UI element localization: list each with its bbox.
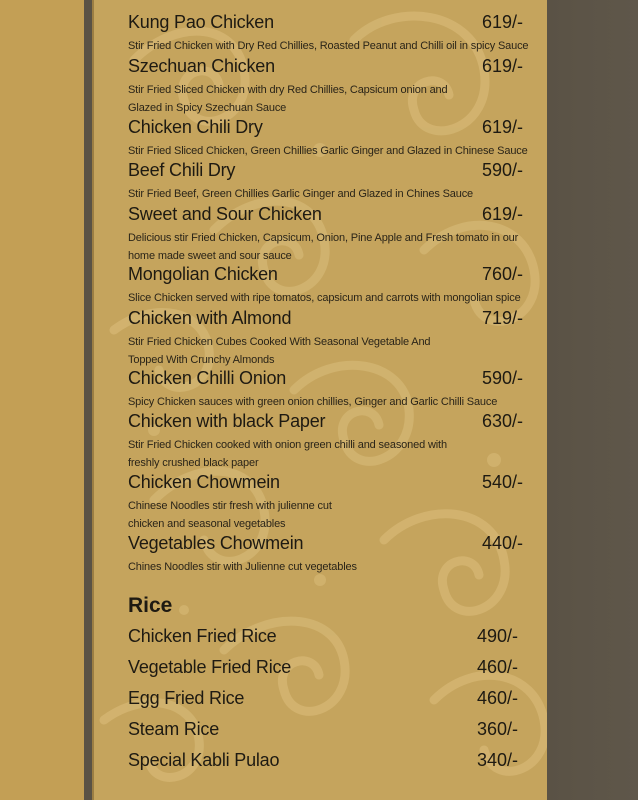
rice-item-name: Chicken Fried Rice	[128, 626, 277, 646]
dish-description: Stir Fried Sliced Chicken with dry Red Chillies, Capsicum onion and Glazed in Spicy Szechuan Sauce	[128, 84, 448, 114]
dish-description: Chines Noodles stir with Julienne cut vegetables	[128, 561, 357, 573]
dish-price: 619/-	[482, 12, 524, 32]
dish-name: Chicken with Almond	[128, 308, 292, 328]
menu-content	[128, 0, 548, 800]
dish-description: Chinese Noodles stir fresh with julienne cut chicken and seasonal vegetables	[128, 500, 332, 530]
rice-item-name: Egg Fried Rice	[128, 688, 245, 708]
dish-price: 440/-	[482, 533, 524, 553]
dish-name: Beef Chili Dry	[128, 160, 236, 180]
dish-price: 590/-	[482, 368, 524, 388]
dish-name: Kung Pao Chicken	[128, 12, 274, 32]
dish-name: Sweet and Sour Chicken	[128, 204, 322, 224]
dish-name: Vegetables Chowmein	[128, 533, 304, 553]
rice-item-price: 490/-	[477, 626, 519, 646]
dish-name: Chicken Chilli Onion	[128, 368, 287, 388]
dish-price: 760/-	[482, 264, 524, 284]
dish-price: 619/-	[482, 117, 524, 137]
rice-item-name: Vegetable Fried Rice	[128, 657, 292, 677]
dish-price: 619/-	[482, 204, 524, 224]
dish-name: Chicken with black Paper	[128, 411, 326, 431]
dish-price: 540/-	[482, 472, 524, 492]
dish-description: Stir Fried Chicken with Dry Red Chillies, Roasted Peanut and Chilli oil in spicy Sauce	[128, 40, 529, 52]
dish-price: 619/-	[482, 56, 524, 76]
dish-price: 719/-	[482, 308, 524, 328]
rice-item-price: 460/-	[477, 688, 519, 708]
dish-name: Mongolian Chicken	[128, 264, 278, 284]
dish-description: Stir Fried Sliced Chicken, Green Chillies Garlic Ginger and Glazed in Chinese Sauce	[128, 145, 528, 157]
dish-description: Spicy Chicken sauces with green onion chillies, Ginger and Garlic Chilli Sauce	[128, 396, 498, 408]
rice-item-price: 460/-	[477, 657, 519, 677]
left-margin-strip	[0, 0, 84, 800]
rice-item-name: Special Kabli Pulao	[128, 750, 280, 770]
dish-name: Szechuan Chicken	[128, 56, 275, 76]
dish-description: Stir Fried Beef, Green Chillies Garlic Ginger and Glazed in Chines Sauce	[128, 188, 474, 200]
dish-name: Chicken Chowmein	[128, 472, 280, 492]
dish-description: Delicious stir Fried Chicken, Capsicum, Onion, Pine Apple and Fresh tomato in our home made sweet and sour sauce	[128, 232, 519, 262]
dish-name: Chicken Chili Dry	[128, 117, 263, 137]
dish-description: Stir Fried Chicken Cubes Cooked With Seasonal Vegetable And Topped With Crunchy Almonds	[128, 336, 431, 366]
dish-price: 630/-	[482, 411, 524, 431]
rice-item-price: 340/-	[477, 750, 519, 770]
dish-price: 590/-	[482, 160, 524, 180]
rice-item-name: Steam Rice	[128, 719, 220, 739]
rice-item-price: 360/-	[477, 719, 519, 739]
rice-section-title: Rice	[128, 594, 173, 617]
dish-description: Slice Chicken served with ripe tomatos, capsicum and carrots with mongolian spice	[128, 292, 521, 304]
dish-description: Stir Fried Chicken cooked with onion green chilli and seasoned with freshly crushed black paper	[128, 439, 447, 469]
right-background	[547, 0, 638, 800]
